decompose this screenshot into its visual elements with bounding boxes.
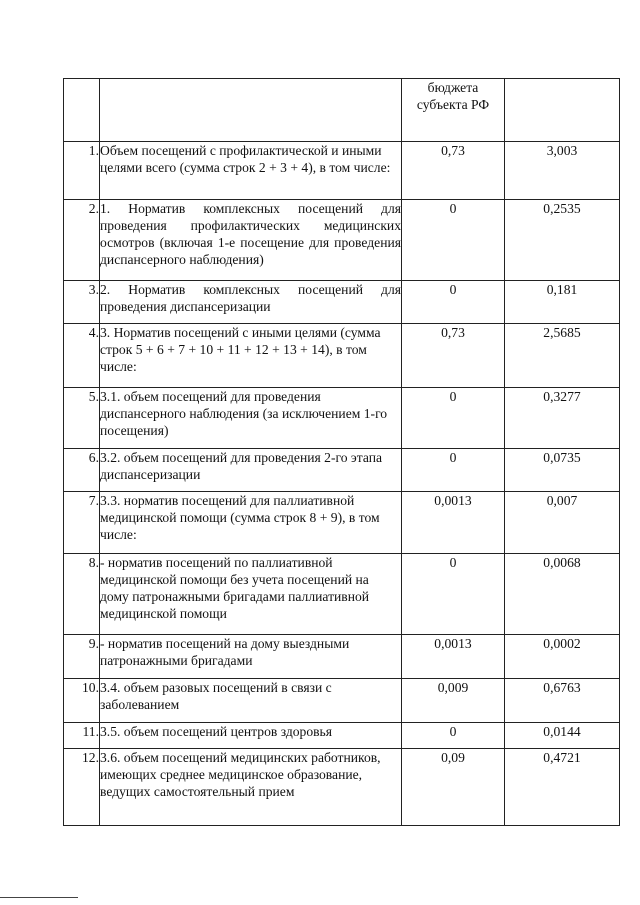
row-value-budget: 0,0013 [402, 635, 505, 679]
row-value-total: 2,5685 [505, 324, 620, 388]
row-value-total: 0,2535 [505, 200, 620, 281]
row-number: 10. [64, 679, 100, 723]
row-description: 3.5. объем посещений центров здоровья [100, 723, 402, 749]
row-description: 3.1. объем посещений для проведения диспансерного наблюдения (за исключением 1-го посещения) [100, 388, 402, 449]
row-value-total: 0,0735 [505, 449, 620, 492]
row-value-budget: 0,009 [402, 679, 505, 723]
row-value-budget: 0 [402, 200, 505, 281]
row-number: 12. [64, 749, 100, 826]
table-row [64, 492, 620, 554]
table-row [64, 324, 620, 388]
row-value-total: 3,003 [505, 142, 620, 200]
row-description: 1. Норматив комплексных посещений для проведения профилактических медицинских осмотров (включая 1-е посещение для проведения диспансерного наблюдения) [100, 200, 402, 281]
row-value-total: 0,0068 [505, 554, 620, 635]
row-description: Объем посещений с профилактической и иными целями всего (сумма строк 2 + 3 + 4), в том числе: [100, 142, 402, 200]
row-description: 3. Норматив посещений с иными целями (сумма строк 5 + 6 + 7 + 10 + 11 + 12 + 13 + 14), в том числе: [100, 324, 402, 388]
row-description: - норматив посещений на дому выездными патронажными бригадами [100, 635, 402, 679]
table-row [64, 723, 620, 749]
row-value-total: 0,3277 [505, 388, 620, 449]
row-description: - норматив посещений по паллиативной медицинской помощи без учета посещений на дому патронажными бригадами паллиативной медицинской помощи [100, 554, 402, 635]
row-value-budget: 0 [402, 281, 505, 324]
row-number: 9. [64, 635, 100, 679]
row-value-budget: 0 [402, 449, 505, 492]
row-value-budget: 0 [402, 388, 505, 449]
table-row [64, 449, 620, 492]
row-description: 3.3. норматив посещений для паллиативной медицинской помощи (сумма строк 8 + 9), в том числе: [100, 492, 402, 554]
row-value-budget: 0,0013 [402, 492, 505, 554]
row-number: 11. [64, 723, 100, 749]
row-description: 2. Норматив комплексных посещений для проведения диспансеризации [100, 281, 402, 324]
footnote-separator-line [0, 897, 78, 898]
row-number: 3. [64, 281, 100, 324]
row-value-budget: 0,73 [402, 142, 505, 200]
row-description: 3.6. объем посещений медицинских работников, имеющих среднее медицинское образование, ведущих самостоятельный прием [100, 749, 402, 826]
row-value-total: 0,6763 [505, 679, 620, 723]
row-value-total: 0,0002 [505, 635, 620, 679]
row-number: 8. [64, 554, 100, 635]
row-value-total: 0,007 [505, 492, 620, 554]
row-value-total: 0,0144 [505, 723, 620, 749]
norms-table [63, 78, 620, 826]
table-row [64, 679, 620, 723]
table-row [64, 281, 620, 324]
row-number: 1. [64, 142, 100, 200]
table-row [64, 142, 620, 200]
table-row [64, 388, 620, 449]
header-budget-subject: бюджета субъекта РФ [402, 79, 505, 142]
header-empty-cell [100, 79, 402, 142]
row-number: 4. [64, 324, 100, 388]
row-number: 7. [64, 492, 100, 554]
row-number: 2. [64, 200, 100, 281]
table-row [64, 200, 620, 281]
table-row [64, 554, 620, 635]
row-value-budget: 0 [402, 723, 505, 749]
row-number: 5. [64, 388, 100, 449]
row-value-budget: 0,09 [402, 749, 505, 826]
row-value-budget: 0 [402, 554, 505, 635]
table-row [64, 635, 620, 679]
table-row [64, 749, 620, 826]
row-number: 6. [64, 449, 100, 492]
header-empty-cell [64, 79, 100, 142]
row-description: 3.2. объем посещений для проведения 2-го этапа диспансеризации [100, 449, 402, 492]
row-description: 3.4. объем разовых посещений в связи с заболеванием [100, 679, 402, 723]
header-empty-cell [505, 79, 620, 142]
table-header-row [64, 79, 620, 142]
row-value-total: 0,181 [505, 281, 620, 324]
row-value-total: 0,4721 [505, 749, 620, 826]
row-value-budget: 0,73 [402, 324, 505, 388]
